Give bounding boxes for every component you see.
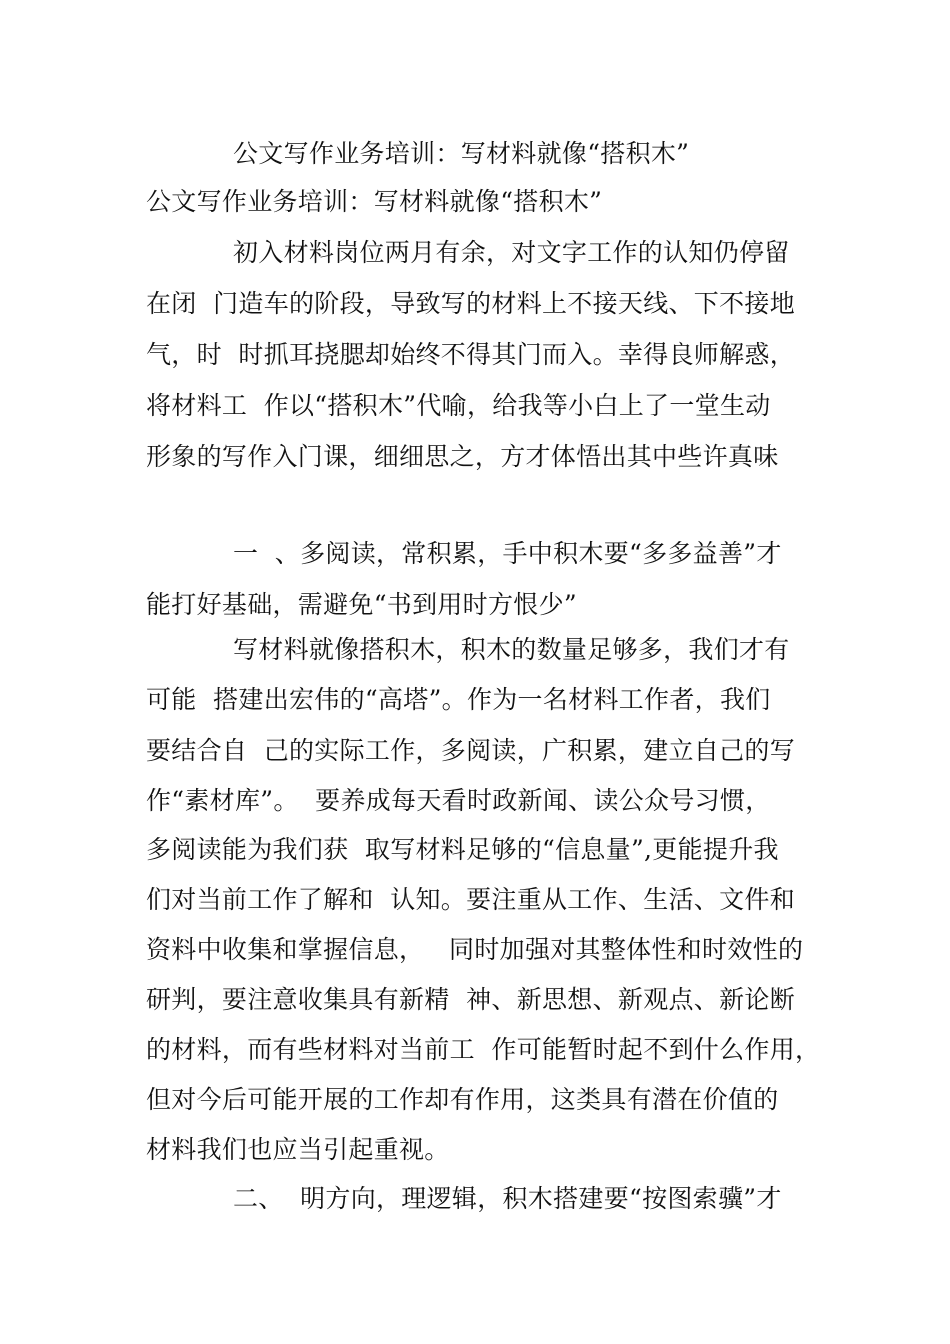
section1-paragraph-line: 材料我们也应当引起重视。 [146,1135,450,1164]
document-title: 公文写作业务培训：写材料就像“搭积木” [233,139,690,168]
section1-heading: 一 、多阅读，常积累，手中积木要“多多益善”才 [233,539,782,568]
section1-paragraph-line: 作“素材库”。 要养成每天看时政新闻、读公众号习惯， [146,786,771,815]
intro-line: 在闭 门造车的阶段，导致写的材料上不接天线、下不接地 [146,289,795,318]
intro-line: 形象的写作入门课，细细思之，方才体悟出其中些许真味 [146,442,779,471]
document-subtitle: 公文写作业务培训：写材料就像“搭积木” [146,187,603,216]
section1-paragraph-line: 写材料就像搭积木，积木的数量足够多，我们才有 [233,635,790,664]
intro-line: 将材料工 作以“搭积木”代喻，给我等小白上了一堂生动 [146,391,771,420]
section1-heading: 能打好基础，需避免“书到用时方恨少” [146,590,577,619]
intro-line: 初入材料岗位两月有余，对文字工作的认知仍停留 [233,238,790,267]
section1-paragraph-line: 资料中收集和掌握信息， 同时加强对其整体性和时效性的 [146,935,804,964]
section1-paragraph-line: 研判，要注意收集具有新精 神、新思想、新观点、新论断 [146,985,795,1014]
section1-paragraph-line: 要结合自 己的实际工作，多阅读，广积累，建立自己的写 [146,736,795,765]
intro-line: 气，时 时抓耳挠腮却始终不得其门而入。幸得良师解惑， [146,340,795,369]
section1-paragraph-line: 多阅读能为我们获 取写材料足够的“信息量”,更能提升我 [146,835,779,864]
section1-paragraph-line: 但对今后可能开展的工作却有作用，这类具有潜在价值的 [146,1085,779,1114]
section1-paragraph-line: 们对当前工作了解和 认知。要注重从工作、生活、文件和 [146,885,795,914]
section1-paragraph-line: 的材料，而有些材料对当前工 作可能暂时起不到什么作用， [146,1035,821,1064]
section1-paragraph-line: 可能 搭建出宏伟的“高塔”。作为一名材料工作者，我们 [146,685,771,714]
section2-heading: 二、 明方向，理逻辑，积木搭建要“按图索骥”才 [233,1184,782,1213]
